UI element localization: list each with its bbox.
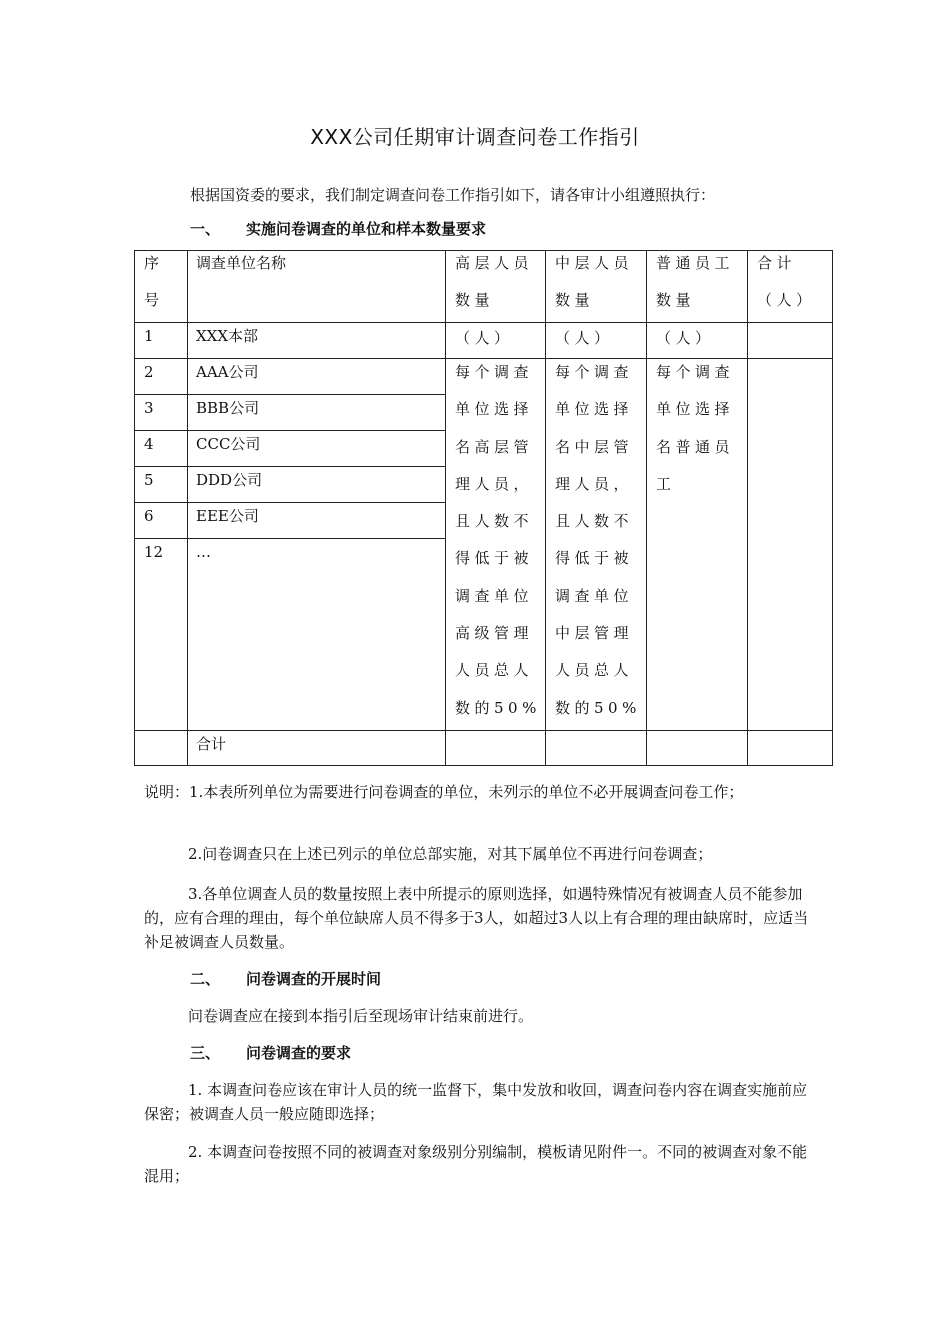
row-1-seq: 1 (144, 327, 154, 345)
intro-paragraph: 根据国资委的要求，我们制定调查问卷工作指引如下，请各审计小组遵照执行： (190, 186, 716, 204)
row-3-seq: 3 (144, 399, 154, 417)
row-1-name: XXX本部 (196, 327, 259, 345)
section-3-heading (190, 1042, 351, 1064)
section-2-text: 问卷调查应在接到本指引后至现场审计结束前进行。 (188, 1007, 534, 1025)
senior-rule: 每个调查单位选择名高层管理人员，且人数不得低于被调查单位高级管理人员总人数的50% (455, 363, 541, 717)
section-1-number: 一、 (190, 220, 221, 238)
row-6-seq: 6 (144, 507, 154, 525)
row-4-name: CCC公司 (196, 435, 261, 453)
section-3-item-1: 1. 本调查问卷应该在审计人员的统一监督下，集中发放和收回，调查问卷内容在调查实施前应保密；被调查人员一般应随即选择； (144, 1081, 808, 1123)
note-2: 2.问卷调查只在上述已列示的单位总部实施，对其下属单位不再进行问卷调查； (188, 845, 713, 863)
page-title: XXX公司任期审计调查问卷工作指引 (310, 125, 640, 149)
row-5-name: DDD公司 (196, 471, 263, 489)
header-senior: 高层人员数量（人） (455, 254, 534, 347)
note-1: 说明：1.本表所列单位为需要进行问卷调查的单位，未列示的单位不必开展调查问卷工作； (144, 783, 744, 801)
section-1-heading (190, 218, 486, 240)
row-5-seq: 5 (144, 471, 154, 489)
section-3-item-2: 2. 本调查问卷按照不同的被调查对象级别分别编制，模板请见附件一。不同的被调查对象不能混用； (144, 1143, 808, 1185)
middle-rule: 每个调查单位选择名中层管理人员，且人数不得低于被调查单位中层管理人员总人数的50% (555, 363, 641, 717)
row-6-name: EEE公司 (196, 507, 259, 525)
section-1-title: 实施问卷调查的单位和样本数量要求 (246, 220, 487, 238)
note-3: 3.各单位调查人员的数量按照上表中所提示的原则选择，如遇特殊情况有被调查人员不能参加的，应有合理的理由，每个单位缺席人员不得多于3人，如超过3人以上有合理的理由缺席时，应适当补足被调查人员数量。 (144, 885, 809, 951)
section-2-title: 问卷调查的开展时间 (246, 970, 382, 988)
header-middle: 中层人员数量（人） (555, 254, 634, 347)
row-7-name: … (196, 543, 211, 561)
staff-rule: 每个调查单位选择名普通员工 (656, 363, 735, 493)
section-3-number: 三、 (190, 1044, 221, 1062)
table-footer-label: 合计 (196, 735, 227, 753)
header-unit-name: 调查单位名称 (196, 254, 287, 272)
row-7-seq: 12 (144, 543, 164, 561)
header-seq: 序号 (144, 254, 164, 310)
section-2-number: 二、 (190, 970, 221, 988)
row-4-seq: 4 (144, 435, 154, 453)
row-3-name: BBB公司 (196, 399, 260, 417)
section-2-heading (190, 968, 381, 990)
row-2-name: AAA公司 (196, 363, 259, 381)
row-2-seq: 2 (144, 363, 154, 381)
section-3-title: 问卷调查的要求 (246, 1044, 352, 1062)
header-total: 合计（人） (757, 254, 816, 310)
header-staff: 普通员工数量（人） (656, 254, 735, 347)
